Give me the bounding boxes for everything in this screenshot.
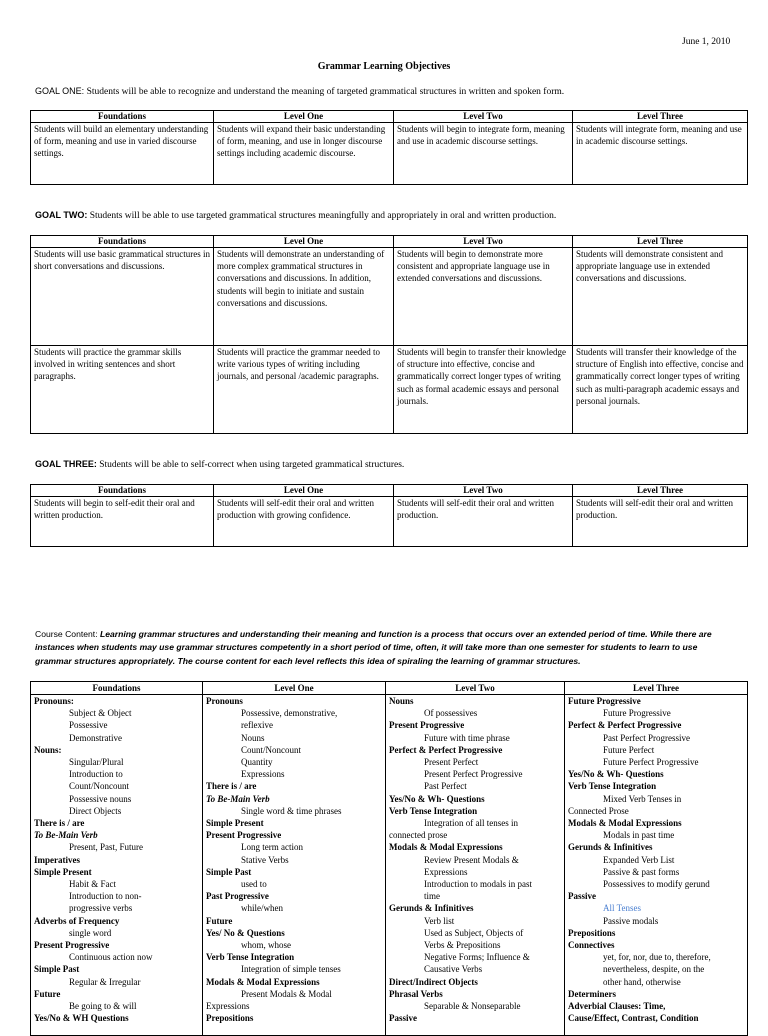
content-item: Past Progressive bbox=[206, 891, 269, 902]
content-item: Pronouns: bbox=[34, 696, 74, 706]
content-item: yet, for, nor, due to, therefore, bbox=[603, 952, 711, 963]
col-header-level-one: Level One bbox=[214, 485, 394, 497]
content-item: Continuous action now bbox=[69, 952, 153, 963]
content-item: Gerunds & Infinitives bbox=[389, 903, 474, 914]
content-item: Mixed Verb Tenses in bbox=[603, 793, 682, 804]
content-item: Pronouns bbox=[206, 696, 243, 706]
content-item: Yes/No & Wh- Questions bbox=[568, 769, 664, 780]
content-item: Passive modals bbox=[603, 915, 659, 926]
content-item: Phrasal Verbs bbox=[389, 988, 443, 999]
col-header-level-one: Level One bbox=[203, 682, 386, 695]
goal-one-label: GOAL ONE: bbox=[35, 86, 85, 96]
content-item: Verb Tense Integration bbox=[568, 781, 657, 792]
content-item: Direct Objects bbox=[69, 805, 122, 816]
content-item: Integration of simple tenses bbox=[241, 964, 341, 975]
table-cell: Students will self-edit their oral and written production with growing confidence. bbox=[214, 497, 394, 547]
content-item: Present, Past, Future bbox=[69, 842, 143, 853]
col-header-level-two: Level Two bbox=[394, 111, 573, 123]
course-content-table bbox=[30, 681, 748, 1036]
content-item: used to bbox=[241, 879, 267, 890]
content-item: while/when bbox=[241, 903, 283, 914]
col-header-foundations: Foundations bbox=[31, 236, 214, 248]
content-item: nevertheless, despite, on the bbox=[603, 964, 705, 975]
table-cell: Students will use basic grammatical structures in short conversations and discussions. bbox=[31, 248, 214, 346]
col-header-level-one: Level One bbox=[214, 111, 394, 123]
content-item: Future bbox=[34, 988, 61, 999]
content-item: Gerunds & Infinitives bbox=[568, 842, 653, 853]
content-item: Present Perfect Progressive bbox=[424, 769, 523, 780]
content-item: Habit & Fact bbox=[69, 879, 116, 890]
content-item: Regular & Irregular bbox=[69, 976, 141, 987]
content-item: Yes/ No & Questions bbox=[206, 927, 285, 938]
content-item: Single word & time phrases bbox=[241, 805, 342, 816]
content-item: Used as Subject, Objects of bbox=[424, 927, 524, 938]
content-item: Past Perfect bbox=[424, 781, 467, 792]
content-item: Integration of all tenses in bbox=[424, 818, 518, 829]
goal-two-heading bbox=[35, 210, 556, 221]
table-cell: Students will begin to demonstrate more consistent and appropriate language use in extended conversations and discussions. bbox=[394, 248, 573, 346]
content-column-level-two bbox=[386, 695, 565, 1036]
content-item: There is / are bbox=[34, 818, 85, 829]
content-item: Simple Present bbox=[34, 866, 92, 877]
content-item: Introduction to non- bbox=[69, 891, 142, 902]
content-item: Future Perfect bbox=[603, 744, 655, 755]
content-item: Present Progressive bbox=[389, 720, 465, 731]
goal-two-label: GOAL TWO: bbox=[35, 210, 88, 220]
content-item: Verb Tense Integration bbox=[389, 805, 478, 816]
col-header-foundations: Foundations bbox=[31, 485, 214, 497]
content-item: Passive bbox=[568, 891, 596, 902]
content-item: Review Present Modals & bbox=[424, 854, 519, 865]
content-item: Introduction to modals in past bbox=[424, 879, 532, 890]
col-header-level-one: Level One bbox=[214, 236, 394, 248]
course-content-text: Learning grammar structures and understanding their meaning and function is a process that occurs over an extended period of time. While there are instances when students may use grammar structures competently in a short period of time, often, it will take more than one semester for students to learn to use grammar structures appropriately. The course content for each level reflects this idea of spiraling the learning of grammar structures. bbox=[35, 629, 712, 666]
table-cell: Students will practice the grammar skills involved in writing sentences and short paragraphs. bbox=[31, 346, 214, 434]
content-item: To Be-Main Verb bbox=[206, 793, 270, 804]
goal-two-table bbox=[30, 235, 748, 434]
document-title: Grammar Learning Objectives bbox=[317, 61, 451, 72]
course-content-paragraph bbox=[35, 628, 735, 668]
content-item: Expressions bbox=[206, 1001, 250, 1012]
col-header-level-three: Level Three bbox=[565, 682, 748, 695]
content-item: Be going to & will bbox=[69, 1001, 137, 1012]
table-cell: Students will integrate form, meaning and use in academic discourse settings. bbox=[573, 123, 748, 185]
content-item: Verbs & Prepositions bbox=[424, 940, 501, 951]
col-header-level-two: Level Two bbox=[394, 236, 573, 248]
content-item: Simple Present bbox=[206, 818, 264, 829]
content-item: Direct/Indirect Objects bbox=[389, 976, 478, 987]
col-header-level-two: Level Two bbox=[394, 485, 573, 497]
table-cell: Students will begin to integrate form, meaning and use in academic discourse settings. bbox=[394, 123, 573, 185]
content-column-foundations bbox=[31, 695, 203, 1036]
content-item: Yes/No & WH Questions bbox=[34, 1013, 129, 1024]
goal-three-table bbox=[30, 484, 748, 547]
content-item: Introduction to bbox=[69, 769, 123, 780]
content-item: Simple Past bbox=[34, 964, 80, 975]
content-item: Perfect & Perfect Progressive bbox=[568, 720, 682, 731]
content-item: To Be-Main Verb bbox=[34, 830, 98, 841]
table-cell: Students will self-edit their oral and written production. bbox=[394, 497, 573, 547]
content-item: Stative Verbs bbox=[241, 854, 289, 865]
table-cell: Students will build an elementary understanding of form, meaning and use in varied discourse settings. bbox=[31, 123, 214, 185]
col-header-level-two: Level Two bbox=[386, 682, 565, 695]
content-item: Modals in past time bbox=[603, 830, 675, 841]
col-header-foundations: Foundations bbox=[31, 111, 214, 123]
col-header-level-three: Level Three bbox=[573, 485, 748, 497]
content-item: Yes/No & Wh- Questions bbox=[389, 793, 485, 804]
col-header-level-three: Level Three bbox=[573, 236, 748, 248]
content-item: Count/Noncount bbox=[241, 744, 301, 755]
content-item: Causative Verbs bbox=[424, 964, 483, 975]
content-item: Long term action bbox=[241, 842, 303, 853]
content-item: There is / are bbox=[206, 781, 257, 792]
content-item: Simple Past bbox=[206, 866, 252, 877]
content-item: Adverbial Clauses: Time, bbox=[568, 1001, 666, 1012]
content-item: Future Perfect Progressive bbox=[603, 757, 699, 768]
goal-three-text: Students will be able to self-correct when using targeted grammatical structures. bbox=[96, 460, 405, 470]
content-item: Subject & Object bbox=[69, 708, 132, 719]
content-item: Future Progressive bbox=[568, 696, 641, 706]
content-item: Verb list bbox=[424, 915, 455, 926]
content-item: Connected Prose bbox=[568, 805, 629, 816]
col-header-foundations: Foundations bbox=[31, 682, 203, 695]
content-item: Future with time phrase bbox=[424, 732, 510, 743]
content-item: Prepositions bbox=[206, 1013, 254, 1024]
content-column-level-three bbox=[565, 695, 748, 1036]
content-item: Past Perfect Progressive bbox=[603, 732, 690, 743]
content-item: Verb Tense Integration bbox=[206, 952, 295, 963]
content-item: Present Perfect bbox=[424, 757, 479, 768]
content-column-level-one bbox=[203, 695, 386, 1036]
table-cell: Students will demonstrate an understanding of more complex grammatical structures in conversations and discussions. In addition, students will begin to initiate and sustain conversations and discussions. bbox=[214, 248, 394, 346]
content-item: Separable & Nonseparable bbox=[424, 1001, 521, 1012]
content-item: Nouns bbox=[389, 696, 414, 706]
content-item: Future bbox=[206, 915, 233, 926]
content-item: Cause/Effect, Contrast, Condition bbox=[568, 1013, 699, 1024]
content-item: Adverbs of Frequency bbox=[34, 915, 120, 926]
content-item: Nouns: bbox=[34, 744, 62, 755]
content-item: reflexive bbox=[241, 720, 273, 731]
content-item: All Tenses bbox=[603, 903, 641, 914]
content-item: Passive bbox=[389, 1013, 417, 1024]
content-item: Quantity bbox=[241, 757, 273, 768]
table-cell: Students will transfer their knowledge of the structure of English into effective, concise and grammatically correct longer types of writing such as multi-paragraph academic essays and personal journals. bbox=[573, 346, 748, 434]
content-item: Count/Noncount bbox=[69, 781, 129, 792]
content-item: Determiners bbox=[568, 988, 616, 999]
content-item: Perfect & Perfect Progressive bbox=[389, 744, 503, 755]
content-item: Modals & Modal Expressions bbox=[206, 976, 320, 987]
content-item: Singular/Plural bbox=[69, 757, 124, 768]
content-item: Possessive nouns bbox=[69, 793, 132, 804]
content-item: whom, whose bbox=[241, 940, 291, 951]
table-cell: Students will begin to transfer their knowledge of structure into effective, concise and grammatically correct longer types of writing such as formal academic essays and personal journals. bbox=[394, 346, 573, 434]
content-item: Present Progressive bbox=[206, 830, 282, 841]
table-cell: Students will self-edit their oral and written production. bbox=[573, 497, 748, 547]
goal-two-text: Students will be able to use targeted grammatical structures meaningfully and appropriately in oral and written production. bbox=[87, 211, 557, 221]
content-item: Possessives to modify gerund bbox=[603, 879, 710, 890]
goal-one-heading bbox=[35, 86, 564, 97]
content-item: progressive verbs bbox=[69, 903, 133, 914]
content-item: single word bbox=[69, 927, 112, 938]
content-item: Passive & past forms bbox=[603, 866, 680, 877]
content-item: Connectives bbox=[568, 940, 615, 951]
col-header-level-three: Level Three bbox=[573, 111, 748, 123]
table-cell: Students will practice the grammar needed to write various types of writing including journals, and personal /academic paragraphs. bbox=[214, 346, 394, 434]
table-cell: Students will expand their basic understanding of form, meaning, and use in longer discourse settings including academic discourse. bbox=[214, 123, 394, 185]
content-item: Expanded Verb List bbox=[603, 854, 675, 865]
goal-one-table bbox=[30, 110, 748, 185]
course-content-label: Course Content: bbox=[35, 629, 98, 639]
content-item: Imperatives bbox=[34, 854, 80, 865]
content-item: Present Modals & Modal bbox=[241, 988, 332, 999]
content-item: time bbox=[424, 891, 440, 902]
content-item: Of possessives bbox=[424, 708, 478, 719]
content-item: other hand, otherwise bbox=[603, 976, 681, 987]
content-item: Demonstrative bbox=[69, 732, 122, 743]
content-item: Modals & Modal Expressions bbox=[568, 818, 682, 829]
goal-one-text: Students will be able to recognize and understand the meaning of targeted grammatical structures in written and spoken form. bbox=[84, 87, 565, 97]
document-date: June 1, 2010 bbox=[682, 37, 731, 47]
table-cell: Students will demonstrate consistent and appropriate language use in extended conversations and discussions. bbox=[573, 248, 748, 346]
content-item: connected prose bbox=[389, 830, 448, 841]
content-item: Present Progressive bbox=[34, 940, 110, 951]
content-item: Nouns bbox=[241, 732, 265, 743]
content-item: Modals & Modal Expressions bbox=[389, 842, 503, 853]
content-item: Future Progressive bbox=[603, 708, 671, 719]
content-item: Expressions bbox=[424, 866, 468, 877]
content-item: Possessive bbox=[69, 720, 108, 731]
content-item: Expressions bbox=[241, 769, 285, 780]
content-item: Prepositions bbox=[568, 927, 616, 938]
content-item: Possessive, demonstrative, bbox=[241, 708, 338, 719]
goal-three-label: GOAL THREE: bbox=[35, 459, 97, 469]
table-cell: Students will begin to self-edit their oral and written production. bbox=[31, 497, 214, 547]
goal-three-heading bbox=[35, 459, 404, 470]
content-item: Negative Forms; Influence & bbox=[424, 952, 530, 963]
